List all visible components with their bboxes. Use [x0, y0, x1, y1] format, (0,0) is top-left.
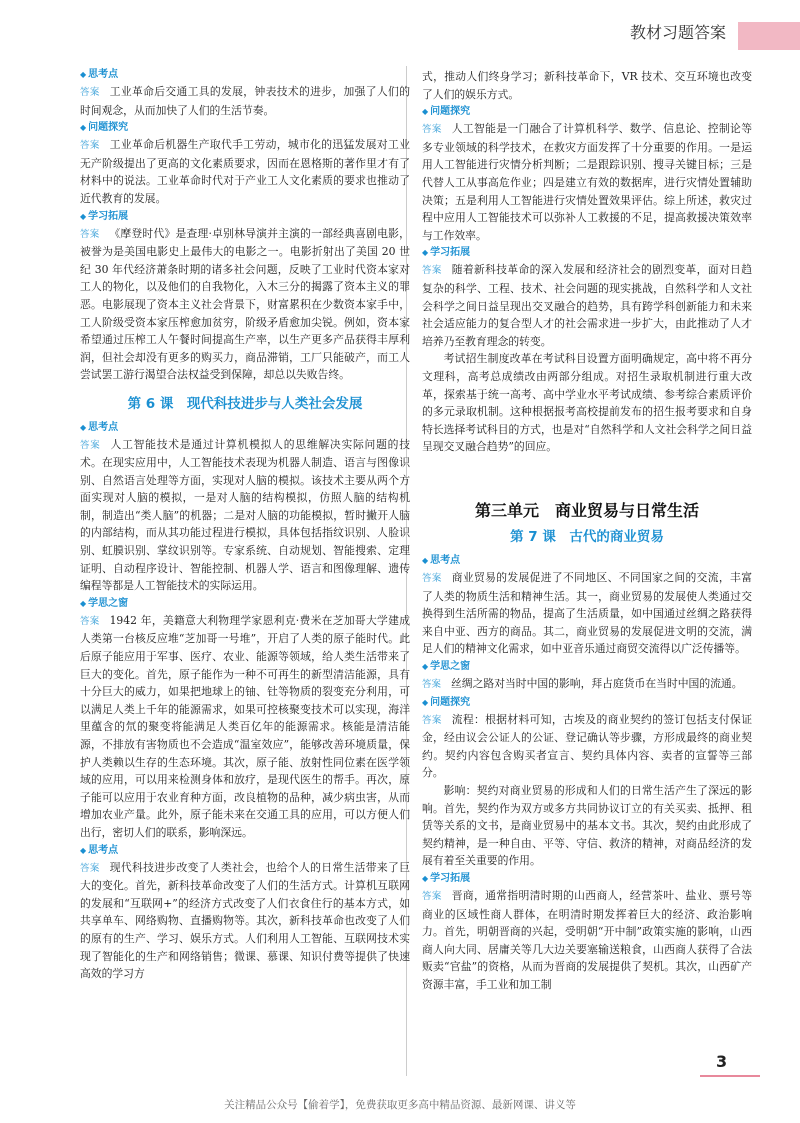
section-tag: ◆ 思考点 — [80, 843, 410, 859]
answer-label: 答案 — [422, 573, 442, 585]
answer-label: 答案 — [422, 265, 442, 277]
answer-paragraph — [422, 675, 752, 694]
answer-paragraph — [422, 120, 752, 244]
answer-label: 答案 — [422, 679, 442, 691]
left-column — [80, 66, 410, 983]
answer-label: 答案 — [422, 890, 442, 902]
answer-paragraph — [80, 436, 410, 595]
section-tag: ◆ 问题探究 — [422, 695, 752, 711]
answer-label: 答案 — [80, 140, 100, 152]
footer-note: 关注精品公众号【偷着学】，免费获取更多高中精品资源、最新网课、讲义等 — [224, 1099, 576, 1111]
lesson-title: 第 7 课 古代的商业贸易 — [510, 529, 664, 546]
section-tag: ◆ 学习拓展 — [422, 871, 752, 887]
answer-paragraph — [422, 569, 752, 658]
answer-text: 工业革命后交通工具的发展，钟表技术的进步，加强了人们的时间观念，从而加快了人们的生活节奏。 — [80, 85, 410, 117]
answer-label: 答案 — [80, 615, 100, 627]
section-tag: ◆ 思考点 — [80, 67, 410, 83]
header-accent-bar — [738, 22, 800, 50]
lesson-title: 第 6 课 现代科技进步与人类社会发展 — [127, 395, 363, 412]
answer-label: 答案 — [80, 862, 100, 874]
continued-paragraph: 式，推动人们终身学习；新科技革命下，VR 技术、交互环境也改变了人们的娱乐方式。 — [422, 70, 752, 101]
answer-text: 人工智能技术是通过计算机模拟人的思维解决实际问题的技术。在现实应用中，人工智能技术表现为机器人制造、语言与图像识别、自然语言处理等方面，实现对人脑的模拟。该技术主要从两个方面实现对人脑的模拟，一是对人脑的结构模拟，仿照人脑的结构机制，制造出“类人脑”的机器；二是对人脑的功能模拟，暂时撇开人脑的内部结构，而从其功能过程进行模拟，具体包括指纹识别、人脸识别、虹膜识别、掌纹识别等。专家系统、自动规划、智能搜索、定理证明、自动程序设计、智能控制、机器人学、语言和图像理解、遗传编程等都是人工智能技术的实际运用。 — [80, 437, 410, 593]
answer-label: 答案 — [422, 124, 442, 136]
answer-text: 工业革命后机器生产取代手工劳动，城市化的迅猛发展对工业无产阶级提出了更高的文化素质要求，因而在恩格斯的著作里才有了材料中的说法。工业革命时代对于产业工人文化素质的要求也推动了近代教育的发展。 — [80, 138, 410, 205]
section-tag: ◆ 问题探究 — [422, 104, 752, 120]
answer-paragraph — [422, 711, 752, 782]
section-tag: ◆ 学思之窗 — [80, 596, 410, 612]
answer-text: 晋商，通常指明清时期的山西商人，经营茶叶、盐业、票号等商业的区域性商人群体，在明清时期发挥着巨大的经济、政治影响力。首先，明朝晋商的兴起，受明朝“开中制”政策实施的影响，山西商人向大同、居庸关等几大边关要塞输送粮食，山西商人获得了合法贩卖“官盐”的资格，从而为晋商的发展提供了契机。其次，山西矿产资源丰富，手工业和加工制 — [422, 888, 752, 991]
page-number-underline — [700, 1075, 760, 1077]
answer-paragraph — [80, 225, 410, 384]
header-title: 教材习题答案 — [630, 23, 727, 42]
right-column — [422, 68, 752, 994]
answer-text: 现代科技进步改变了人类社会，也给个人的日常生活带来了巨大的变化。首先，新科技革命改变了人们的生活方式。计算机互联网的发展和“互联网+”的经济方式改变了人们衣食住行的基本方式，如共享单车、网络购物、直播购物等。其次，新科技革命也改变了人们的原有的生产、学习、娱乐方式。人们利用人工智能、互联网技术实现了智能化的生产和网络销售；微课、慕课、知识付费等提供了快速高效的学习方 — [80, 860, 410, 981]
section-tag: ◆ 思考点 — [80, 420, 410, 436]
answer-paragraph-continued: 考试招生制度改革在考试科目设置方面明确规定，高中将不再分文理科，高考总成绩改由两部分组成。对招生录取机制进行重大改革，探索基于统一高考、高中学业水平考试成绩、参考综合素质评价的多元录取机制。这种根据报考高校提前发布的招生报考要求和自身特长选择考试科目的方式，也是对“自然科学和人文社会科学之间日益呈现交叉融合趋势”的回应。 — [422, 352, 752, 454]
answer-text: 流程：根据材料可知，古埃及的商业契约的签订包括支付保证金，经由议会公证人的公证、登记确认等步骤，方形成最终的商业契约。契约内容包含购买者宣言、契约具体内容、卖者的宣誓等三部分。 — [422, 712, 752, 780]
page-number: 3 — [716, 1052, 728, 1071]
answer-paragraph — [422, 261, 752, 350]
answer-text: 随着新科技革命的深入发展和经济社会的剧烈变革，面对日趋复杂的科学、工程、技术、社会问题的现实挑战，自然科学和人文社会科学之间日益呈现出交叉融合的趋势，具有跨学科创新能力和未来社会适应能力的复合型人才的社会需求进一步扩大，由此推动了人才培养乃至教育理念的转变。 — [422, 263, 752, 348]
answer-paragraph — [80, 136, 410, 207]
answer-paragraph-continued: 影响：契约对商业贸易的形成和人们的日常生活产生了深远的影响。首先，契约作为双方或多方共同协议订立的有关买卖、抵押、租赁等关系的文书，是商业贸易中的基本文书。其次，契约由此形成了契约精神，是一种自由、平等、守信、救济的精神，对商品经济的发展有着至关重要的作用。 — [422, 784, 752, 868]
answer-label: 答案 — [80, 228, 100, 240]
answer-text: 1942 年，美籍意大利物理学家恩利克·费米在芝加哥大学建成人类第一台核反应堆“芝加哥一号堆”，开启了人类的原子能时代。此后原子能应用于军事、医疗、农业、能源等领域，给人类生活带来了巨大的变化。首先，原子能作为一种不可再生的新型清洁能源，具有十分巨大的威力，如果把地球上的铀、钍等物质的裂变充分利用，可以满足人类上千年的能源需求，如果可控核聚变技术可以实现，海洋里蕴含的氘的聚变将能满足人类百亿年的能源需求。核能是清洁能源，不排放有害物质也不会造成“温室效应”，能够改善环境质量，保护人类赖以生存的生态环境。其次，原子能、放射性同位素在医学领域的应用，可以用来检测身体和放疗，是现代医生的帮手。再次，原子能可以应用于农业育种方面，改良植物的品种，减少病虫害，从而增加农业产量。此外，原子能未来在交通工具的应用，可以方便人们出行，密切人们的联系，影响深远。 — [80, 613, 410, 839]
answer-paragraph — [80, 859, 410, 983]
answer-paragraph — [80, 83, 410, 119]
answer-text: 《摩登时代》是查理·卓别林导演并主演的一部经典喜剧电影，被誉为是美国电影史上最伟大的电影之一。电影折射出了美国 20 世纪 30 年代经济萧条时期的诸多社会问题，反映了工业时代资本家对工人的物化，以及他们的自我物化，入木三分的揭露了资本主义的罪恶。电影展现了资本主义社会背景下，财富累积在少数资本家手中，工人阶级受资本家压榨愈加贫穷，阶级矛盾愈加尖锐。例如，资本家希望通过压榨工人午餐时间提高生产率，以生产更多产品获得丰厚利润，但社会却没有更多的购买力，商品滞销，工厂只能破产，而工人尝试罢工游行渴望合法权益受到保障，却总以失败告终。 — [80, 226, 410, 382]
section-tag: ◆ 思考点 — [422, 553, 752, 569]
answer-paragraph — [422, 887, 752, 994]
answer-label: 答案 — [80, 87, 100, 98]
answer-label: 答案 — [422, 714, 442, 726]
section-tag: ◆ 学习拓展 — [422, 245, 752, 261]
section-tag: ◆ 学思之窗 — [422, 659, 752, 675]
answer-text: 商业贸易的发展促进了不同地区、不同国家之间的交流，丰富了人类的物质生活和精神生活。其一，商业贸易的发展使人类通过交换得到生活所需的物品，提高了生活质量，如中国通过丝绸之路获得来自中亚、西方的商品。其二，商业贸易的发展促进文明的交流，满足人们的精神文化需求，如中亚音乐通过商贸交流得以广泛传播等。 — [422, 571, 752, 656]
section-tag: ◆ 问题探究 — [80, 120, 410, 136]
section-tag: ◆ 学习拓展 — [80, 209, 410, 225]
answer-paragraph — [80, 612, 410, 842]
answer-label: 答案 — [80, 439, 101, 451]
answer-text: 人工智能是一门融合了计算机科学、数学、信息论、控制论等多专业领域的科学技术，在救灾方面发挥了十分重要的作用。一是运用人工智能进行灾情分析判断；二是跟踪识别、搜寻关键目标；三是代替人工从事高危作业；四是建立有效的数据库，进行灾情处置辅助决策；五是利用人工智能进行灾情处置效果评估。综上所述，救灾过程中应用人工智能技术可以弥补人工救援的不足，提高救援决策效率与工作效率。 — [422, 122, 752, 242]
unit-title: 第三单元 商业贸易与日常生活 — [474, 500, 699, 520]
answer-text: 丝绸之路对当时中国的影响，拜占庭货币在当时中国的流通。 — [451, 677, 743, 691]
